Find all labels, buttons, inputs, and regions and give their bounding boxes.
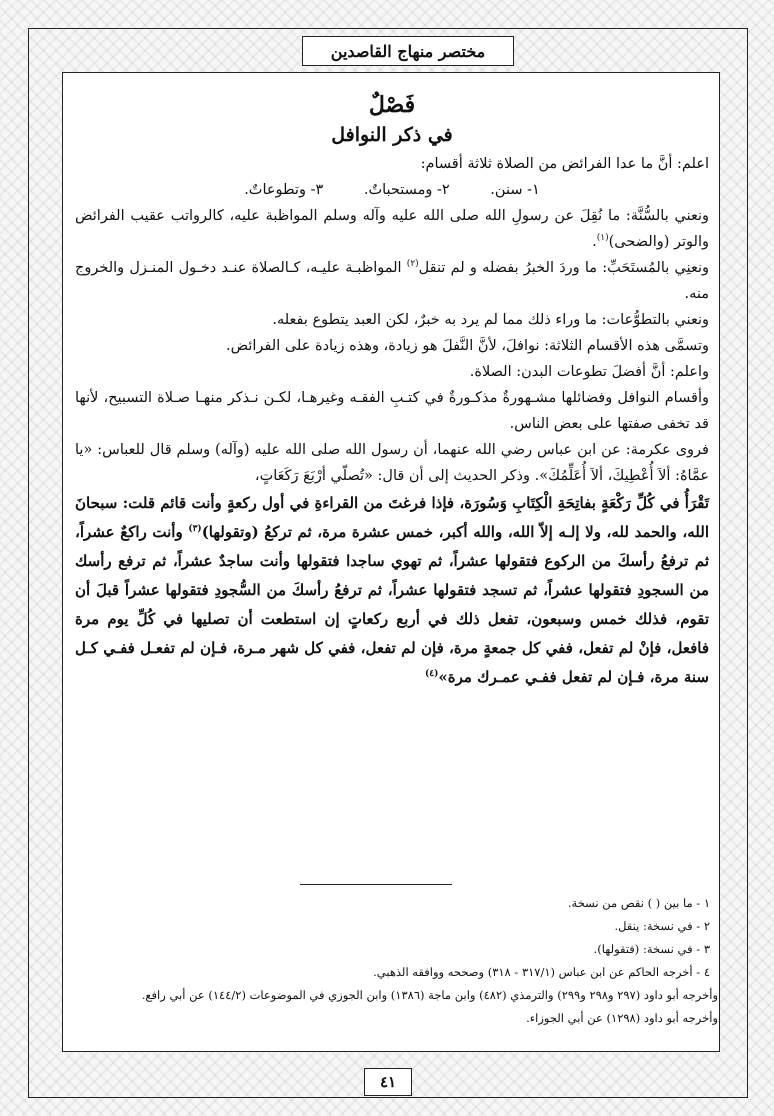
- footnote-ref[interactable]: (٢): [406, 259, 419, 270]
- page-number-text: ٤١: [379, 1073, 397, 1091]
- paragraph-ikrimah: [75, 437, 709, 489]
- footnote: وأخرجه أبو داود (٢٩٧ و٢٩٨ و٢٩٩) والترمذي (٤٨٢) وابن ماجة (١٣٨٦) وابن الجوزي في الموضوعات (١٤٤/٢) عن أبي رافع.: [141, 988, 718, 1002]
- section-subheading: في ذكر النوافل: [331, 124, 453, 146]
- footnote-ref[interactable]: (٤): [425, 669, 439, 679]
- paragraph-divisions: [75, 385, 709, 437]
- paragraph-best: [75, 359, 709, 385]
- paragraph-naming: [75, 333, 709, 359]
- list-item: ١- سنن.: [490, 182, 540, 198]
- list-item: ٣- وتطوعاتٌ.: [244, 182, 324, 198]
- footnote: وأخرجه أبو داود (١٢٩٨) عن أبي الجوزاء.: [526, 1011, 718, 1025]
- category-list: [75, 177, 709, 203]
- paragraph-text: ونعني بالسُّنَّة: ما نُقِلَ عن رسولِ الله صلى الله عليه وآله وسلم المواظبة عليه، كالرواتب عقيب الفرائض والوتر (والضحى): [75, 208, 709, 250]
- footnote-ref[interactable]: (٣): [188, 524, 202, 534]
- footnotes: [70, 892, 718, 1030]
- paragraph-text: واعلم: أنَّ أفضلَ تطوعات البدن: الصلاة.: [469, 364, 709, 380]
- paragraph-text: وتسمَّى هذه الأقسام الثلاثة: نوافلَ، لأنَّ النَّفلَ هو زيادة، وهذه زيادة على الفرائض.: [226, 338, 709, 354]
- footnote: ٣ - في نسخة: (فتقولها).: [593, 942, 710, 956]
- paragraph-text: اعلم: أنَّ ما عدا الفرائض من الصلاة ثلاثة أقسام:: [420, 156, 709, 172]
- paragraph-tatawwu: [75, 307, 709, 333]
- list-item: ٢- ومستحباتٌ.: [363, 182, 450, 198]
- running-header: [302, 36, 514, 66]
- footnote-divider: [300, 884, 452, 885]
- hadith-part: تَقْرَأُ في كُلِّ رَكْعَةٍ بفاتِحَةِ الْكِتَابِ وَسُورَة، فإذا فرغتَ من القراءةِ في أول ركعةٍ وأنت قائم قلت: سبحانَ الله، والحمد لله، ولا إلـه إلاّ الله، والله أكبر، خمس عشرة مرة، ثم تركعُ (وتقولها): [75, 494, 709, 541]
- paragraph-text: المواظبـة عليـه، كـالصلاة عنـد دخـول المنـزل والخروج منه.: [75, 260, 709, 302]
- footnote: ٢ - في نسخة: ينقل.: [614, 919, 710, 933]
- paragraph-text: ونعنِي بالمُستَحَبِّ: ما وردَ الخبرُ بفضله و لم تنقل: [418, 260, 709, 276]
- paragraph-text: ونعني بالتطوُّعات: ما وراء ذلك مما لم يرد به خبرٌ، لكن العبد يتطوع بفعله.: [272, 312, 709, 328]
- hadith-text: [75, 489, 709, 692]
- footnote: ٤ - أخرجه الحاكم عن ابن عباس (٣١٧/١ - ٣١٨) وصححه ووافقه الذهبي.: [373, 965, 710, 979]
- footnote-ref[interactable]: (١): [596, 233, 609, 244]
- paragraph-intro: [75, 151, 709, 177]
- book-title: مختصر منهاج القاصدين: [330, 41, 486, 61]
- footnote: ١ - ما بين ( ) نقص من نسخة.: [567, 896, 710, 910]
- page-number: [364, 1068, 412, 1096]
- paragraph-text: وأقسام النوافل وفضائلها مشـهورةٌ مذكـورةٌ في كتـبِ الفقـه وغيرهـا، لكـن نـذكر منهـا صـلاة التسبيح، لأنها قد تخفى صفتها على بعض الناس.: [75, 390, 709, 432]
- section-heading: فَصْلٌ: [368, 92, 416, 118]
- hadith-part: وأنت راكعٌ عشراً، ثم ترفعُ رأسكَ من الركوع فتقولها عشراً، ثم تهوي ساجدا فتقولها وأنت ساجدٌ عشراً، ثم ترفع رأسك من السجودِ فتقولها عشراً، ثم تسجد فتقولها عشراً، ثم ترفعُ رأسكَ من السُّجودِ فتقولها عشراً قبلَ أن تقوم، فذلك خمس وسبعون، تفعل ذلك في أربع ركعاتٍ إن استطعت أن تصليها في كُلِّ يوم مرة فافعل، فإنْ لم تفعل، ففي كل جمعةٍ مرة، فإن لم تفعل، ففي كل شهر مـرة، فـإن لم تفعـل ففـي كـل سنة مرة، فـإن لم تفعل ففـي عمـرك مرة»: [75, 523, 709, 686]
- paragraph-sunnah: ونعني بالسُّنَّة: ما نُقِلَ عن رسولِ الله صلى الله عليه وآله وسلم المواظبة عليه، كالرواتب عقيب الفرائض والوتر (والضحى)$^{(١)}$.: [75, 208, 709, 250]
- paragraph-text: فروى عكرمة: عن ابن عباس رضي الله عنهما، أن رسول الله صلى الله عليه (وآله) وسلم قال للعباس: «يا عمَّاهُ: ألاَ أُعْطِيكَ، ألاَ أُعَلِّمُكَ». وذكر الحديث إلى أن قال: «تُصلّي أرْبَعَ رَكَعَاتٍ،: [75, 442, 709, 484]
- paragraph-mustahab: [75, 255, 709, 307]
